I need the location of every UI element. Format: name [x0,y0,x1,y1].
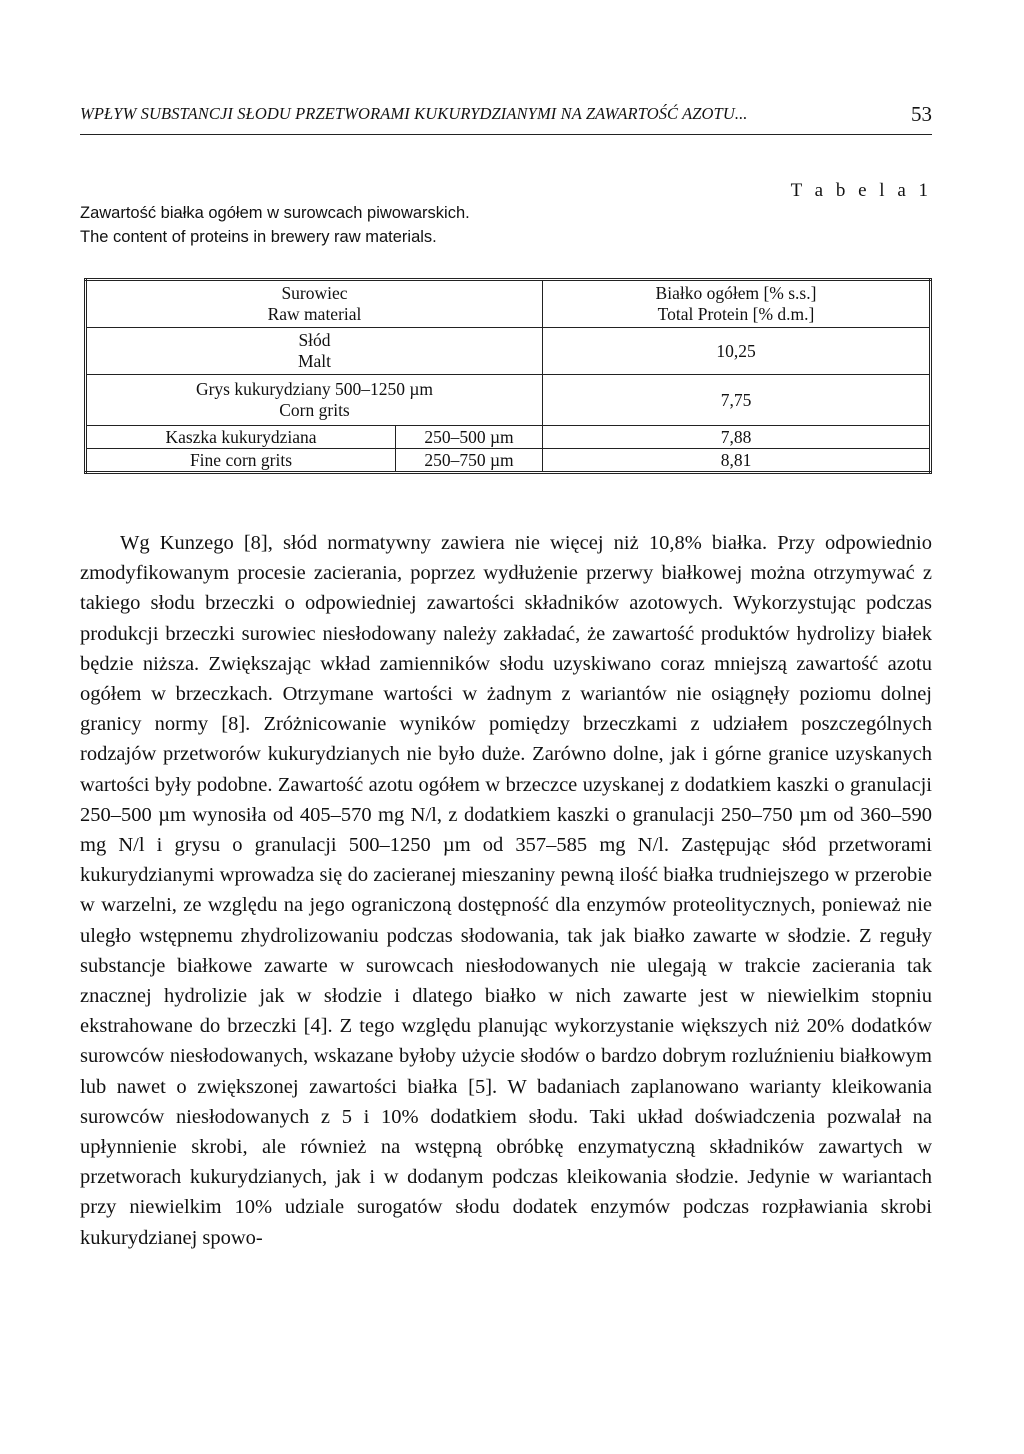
page-number: 53 [911,102,932,126]
row-name-fine-grits-pl: Kaszka kukurydziana [86,426,396,449]
row-value-250-750: 8,81 [543,449,931,473]
table-row [86,375,931,426]
running-title: WPŁYW SUBSTANCJI SŁODU PRZETWORAMI KUKURYDZIANYMI NA ZAWARTOŚĆ AZOTU... [80,104,748,123]
row-size-250-750: 250–750 µm [396,449,543,473]
body-text [80,528,932,1253]
caption-polish: Zawartość białka ogółem w surowcach piwowarskich. [80,204,470,222]
row-value-corn-grits: 7,75 [543,375,931,426]
page [80,0,932,1454]
running-header [80,104,932,135]
table-row [86,328,931,375]
table-row [86,426,931,449]
header-raw-material: Surowiec Raw material [86,280,543,328]
row-name-fine-grits-en: Fine corn grits [86,449,396,473]
row-name-corn-grits: Grys kukurydziany 500–1250 µm Corn grits [86,375,543,426]
row-value-malt: 10,25 [543,328,931,375]
protein-table [84,278,932,474]
row-name-malt: Słód Malt [86,328,543,375]
table-label: T a b e l a 1 [790,180,932,201]
row-size-250-500: 250–500 µm [396,426,543,449]
header-total-protein: Białko ogółem [% s.s.] Total Protein [% d.m.] [543,280,931,328]
body-paragraph: Wg Kunzego [8], słód normatywny zawiera nie więcej niż 10,8% białka. Przy odpowiednio zmodyfikowanym procesie zacierania, poprzez wydłużenie przerwy białkowej można otrzymywać z takiego słodu brzeczki o odpowiedniej zawartości składników azotowych. Wykorzystując podczas produkcji brzeczki surowiec niesłodowany należy zakładać, że zawartość produktów hydrolizy białek będzie niższa. Zwiększając wkład zamienników słodu uzyskiwano coraz mniejszą zawartość azotu ogółem w brzeczkach. Otrzymane wartości w żadnym z wariantów nie osiągnęły poziomu dolnej granicy normy [8]. Zróżnicowanie wyników pomiędzy brzeczkami z udziałem poszczególnych rodzajów przetworów kukurydzianych nie było duże. Zarówno dolne, jak i górne granice uzyskanych wartości były podobne. Zawartość azotu ogółem w brzeczce uzyskanej z dodatkiem kaszki o granulacji 250–500 µm wynosiła od 405–570 mg N/l, z dodatkiem kaszki o granulacji 250–750 µm od 360–590 mg N/l i grysu o granulacji 500–1250 µm od 357–585 mg N/l. Zastępując słód przetworami kukurydzianymi wprowadza się do zacieranej mieszaniny pewną ilość białka trudniejszego w przerobie w warzelni, ze względu na jego ograniczoną dostępność dla enzymów proteolitycznych, ponieważ nie uległo wstępnemu zhydrolizowaniu podczas słodowania, tak jak białko zawarte w słodzie. Z reguły substancje białkowe zawarte w surowcach niesłodowanych nie ulegają w trakcie zacierania tak znacznej hydrolizie jak w słodzie i dlatego białko w nich zawarte jest w niewielkim stopniu ekstrahowane do brzeczki [4]. Z tego względu planując wykorzystanie większych niż 20% dodatków surowców niesłodowanych, wskazane byłoby użycie słodów o bardzo dobrym rozluźnieniu białkowym lub nawet o zwiększonej zawartości białka [5]. W badaniach zaplanowano warianty kleikowania surowców niesłodowanych z 5 i 10% dodatkiem słodu. Taki układ doświadczenia pozwalał na upłynnienie skrobi, ale również na wstępną obróbkę enzymatyczną składników zawartych w przetworach kukurydzianych, jak i w dodanym podczas kleikowania słodzie. Jedynie w wariantach przy niewielkim 10% udziale surogatów słodu dodatek enzymów podczas rozpławiania skrobi kukurydzianej spowo- [80,532,932,1249]
row-value-250-500: 7,88 [543,426,931,449]
table-row [86,449,931,473]
caption-english: The content of proteins in brewery raw materials. [80,228,437,246]
table-header-row [86,280,931,328]
table-caption [80,201,470,249]
